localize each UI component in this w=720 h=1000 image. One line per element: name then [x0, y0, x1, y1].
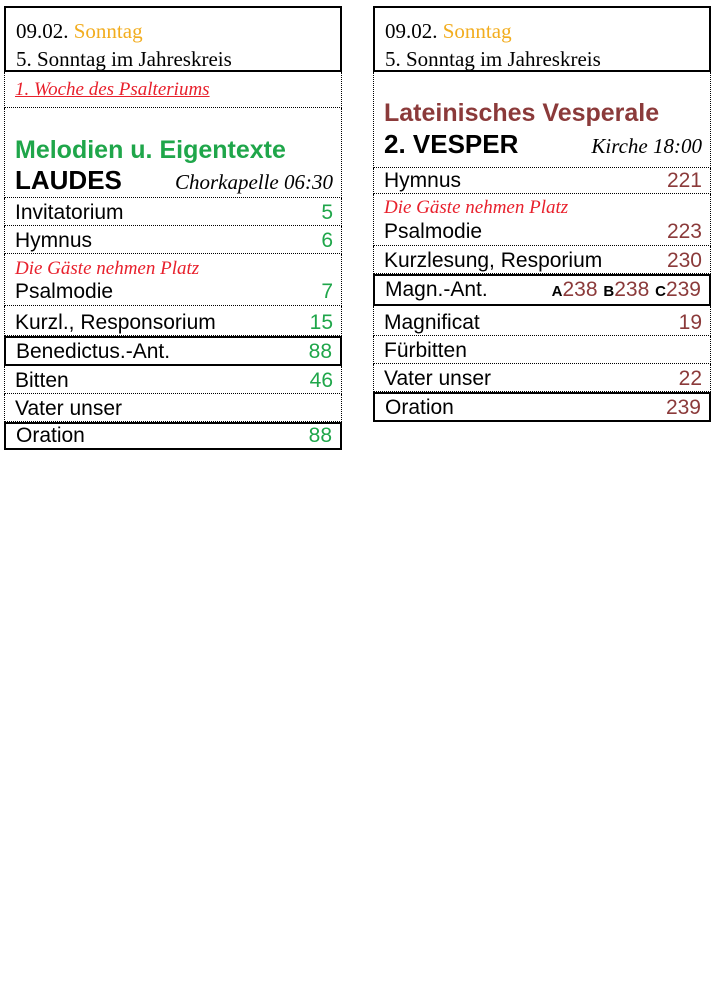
place-time: Chorkapelle 06:30 [174, 170, 333, 194]
item-label: Magnificat [384, 311, 480, 334]
feast-name: 5. Sonntag im Jahreskreis [385, 47, 601, 71]
hour-name: 2. VESPER [384, 129, 519, 159]
list-item [373, 306, 711, 336]
antiphon-options [552, 278, 701, 302]
weekday: Sonntag [442, 19, 512, 43]
hour-name: LAUDES [15, 165, 122, 195]
date-header [4, 6, 342, 72]
list-item [373, 168, 711, 194]
page-number: 19 [678, 311, 702, 334]
list-item [373, 336, 711, 364]
date-header [373, 6, 711, 72]
book-title: Lateinisches Vesperale [384, 99, 660, 127]
option-a-label: A [551, 283, 563, 300]
list-item [373, 274, 711, 306]
place-time: Kirche 18:00 [591, 134, 702, 158]
item-label: Vater unser [15, 397, 122, 420]
page-number: 88 [308, 424, 332, 447]
date: 09.02. [16, 19, 69, 43]
page-number: 88 [308, 340, 332, 363]
option-b-number: 238 [614, 278, 650, 301]
item-label: Magn.-Ant. [385, 278, 488, 301]
book-title: Melodien u. Eigentexte [15, 136, 286, 164]
hour-title-block [373, 72, 711, 168]
list-item [4, 336, 342, 366]
item-label: Kurzlesung, Resporium [384, 249, 603, 272]
week-note: 1. Woche des Psalteriums [15, 78, 210, 100]
list-item [4, 394, 342, 422]
option-a-number: 238 [562, 278, 598, 301]
list-item [373, 392, 711, 422]
guest-note: Die Gäste nehmen Platz [15, 258, 200, 279]
list-item [4, 198, 342, 226]
page-number: 223 [666, 220, 702, 243]
item-label: Vater unser [384, 367, 491, 390]
hour-title-block [4, 108, 342, 198]
item-label: Benedictus.-Ant. [16, 340, 171, 363]
page-number: 230 [666, 249, 702, 272]
week-note-row [4, 72, 342, 108]
page-number: 7 [321, 280, 333, 303]
page-number: 239 [665, 396, 701, 419]
vesper-card [373, 6, 711, 422]
page-number: 5 [321, 201, 333, 224]
item-label: Bitten [15, 369, 69, 392]
page-number: 6 [321, 229, 333, 252]
item-label: Fürbitten [384, 339, 467, 362]
option-b-label: B [603, 283, 615, 300]
item-label: Oration [385, 396, 454, 419]
item-label: Psalmodie [384, 220, 483, 243]
page-number: 15 [309, 311, 333, 334]
list-item [4, 366, 342, 394]
item-label: Kurzl., Responsorium [15, 311, 216, 334]
option-c-number: 239 [665, 278, 701, 301]
laudes-card [4, 6, 342, 450]
guest-note: Die Gäste nehmen Platz [384, 197, 569, 218]
page-number: 221 [666, 169, 702, 192]
page-number: 22 [678, 367, 702, 390]
option-c-label: C [655, 283, 666, 300]
list-item [373, 246, 711, 274]
date: 09.02. [385, 19, 438, 43]
list-item [4, 306, 342, 336]
item-label: Oration [16, 424, 85, 447]
page-number: 46 [309, 369, 333, 392]
list-item [4, 422, 342, 450]
list-item [373, 194, 711, 246]
item-label: Hymnus [15, 229, 93, 252]
list-item [4, 226, 342, 254]
weekday: Sonntag [73, 19, 143, 43]
item-label: Hymnus [384, 169, 462, 192]
item-label: Psalmodie [15, 280, 114, 303]
list-item [4, 254, 342, 306]
feast-name: 5. Sonntag im Jahreskreis [16, 47, 232, 71]
item-label: Invitatorium [15, 201, 124, 224]
list-item [373, 364, 711, 392]
